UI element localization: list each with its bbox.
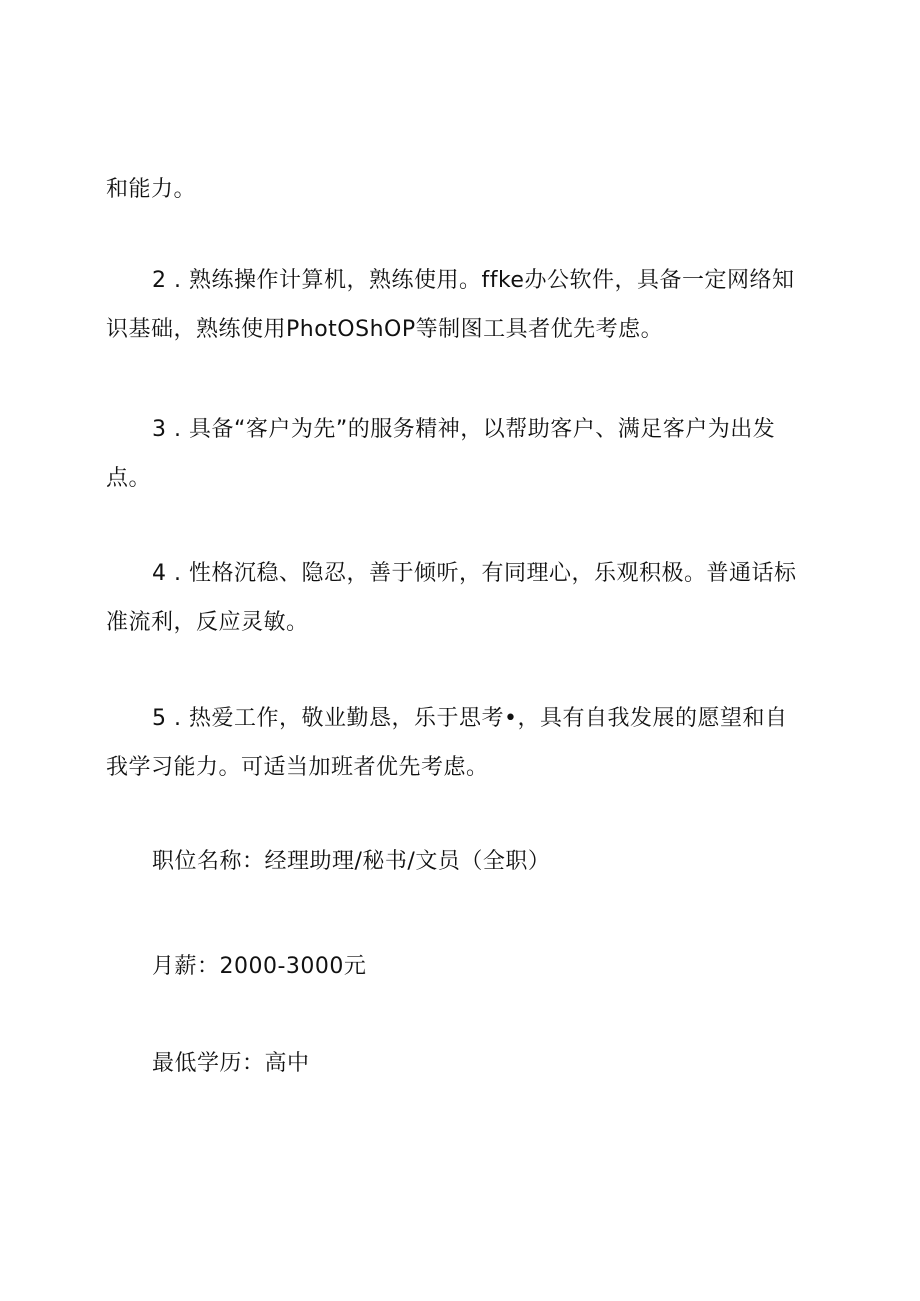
text-line: 最低学历：高中 (152, 1051, 310, 1076)
text-line: 2 . 熟练操作计算机，熟练使用。ffke办公软件，具备一定网络知 (152, 268, 795, 293)
minimum-education (106, 1039, 806, 1088)
text-line: 点。 (106, 466, 152, 491)
job-title (106, 837, 806, 886)
text-line: 5 . 热爱工作，敬业勤恳，乐于思考•，具有自我发展的愿望和自 (152, 706, 788, 731)
requirement-item-2 (106, 256, 806, 354)
paragraph-continuation (106, 165, 806, 214)
monthly-salary (106, 942, 806, 991)
requirement-item-5 (106, 694, 806, 792)
text-line: 4 . 性格沉稳、隐忍，善于倾听，有同理心，乐观积极。普通话标 (152, 561, 797, 586)
text-line: 3 . 具备“客户为先”的服务精神，以帮助客户、满足客户为出发 (152, 417, 776, 442)
text-line: 我学习能力。可适当加班者优先考虑。 (106, 755, 489, 780)
requirement-item-4 (106, 549, 806, 647)
text-line: 准流利，反应灵敏。 (106, 610, 309, 635)
text-line: 和能力。 (106, 177, 197, 202)
text-line: 月薪：2000-3000元 (152, 954, 367, 979)
requirement-item-3 (106, 405, 806, 503)
text-line: 识基础，熟练使用PhotOShOP等制图工具者优先考虑。 (106, 317, 664, 342)
text-line: 职位名称：经理助理/秘书/文员（全职） (152, 849, 551, 874)
